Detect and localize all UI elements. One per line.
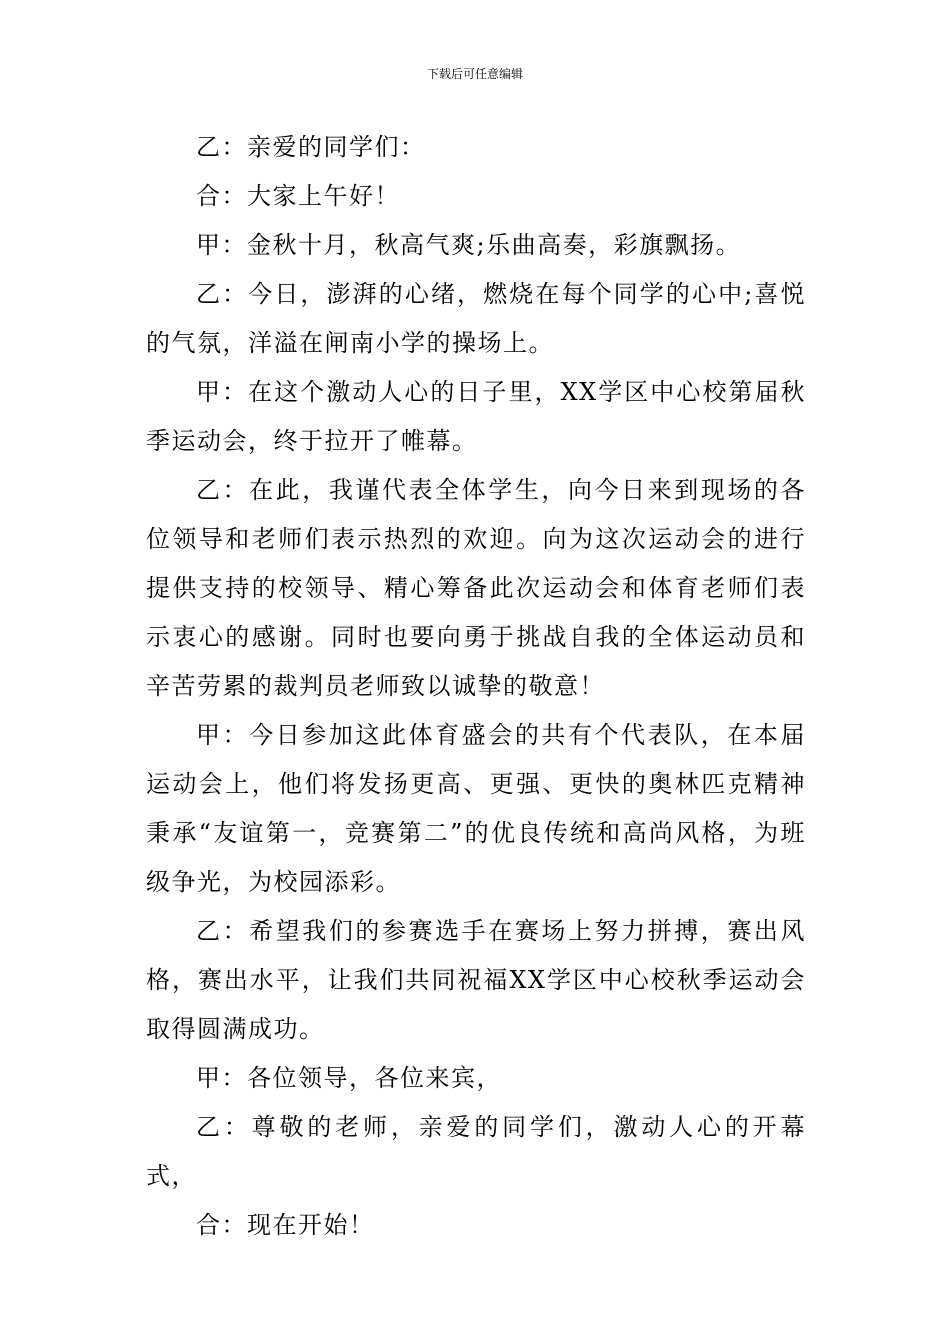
paragraph-2: 合：大家上午好！ [196,182,400,210]
paragraph-10: 乙：尊敬的老师，亲爱的同学们，激动人心的开幕式， [146,1113,806,1190]
paragraph-4: 乙：今日，澎湃的心绪，燃烧在每个同学的心中;喜悦的气氛，洋溢在闸南小学的操场上。 [146,280,806,357]
paragraph-6: 乙：在此，我谨代表全体学生，向今日来到现场的各位领导和老师们表示热烈的欢迎。向为这次运动会的进行提供支持的校领导、精心筹备此次运动会和体育老师们表示衷心的感谢。同时也要向勇于挑战自我的全体运动员和辛苦劳累的裁判员老师致以诚挚的敬意！ [146,476,806,700]
document-body [146,123,806,1250]
paragraph-11: 合：现在开始！ [196,1211,375,1239]
paragraph-1: 乙：亲爱的同学们： [196,133,426,161]
paragraph-3: 甲：金秋十月，秋高气爽;乐曲高奏，彩旗飘扬。 [196,231,742,259]
page-header: 下载后可任意编辑 [426,67,523,81]
paragraph-9: 甲：各位领导，各位来宾， [196,1064,502,1092]
paragraph-5: 甲：在这个激动人心的日子里，XX学区中心校第届秋季运动会，终于拉开了帷幕。 [146,378,806,455]
paragraph-7: 甲：今日参加这此体育盛会的共有个代表队，在本届运动会上，他们将发扬更高、更强、更快的奥林匹克精神秉承“友谊第一，竞赛第二”的优良传统和高尚风格，为班级争光，为校园添彩。 [146,721,806,896]
paragraph-8: 乙：希望我们的参赛选手在赛场上努力拼搏，赛出风格，赛出水平，让我们共同祝福XX学区中心校秋季运动会取得圆满成功。 [146,917,806,1043]
